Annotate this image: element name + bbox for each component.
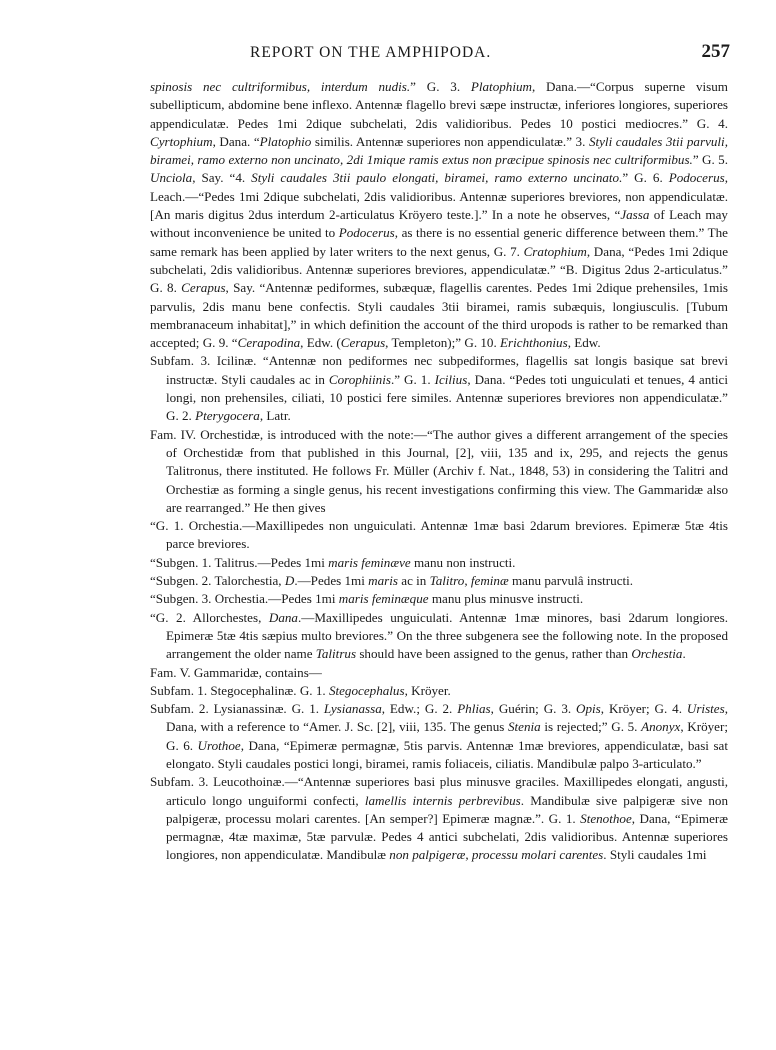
paragraph [150, 773, 728, 864]
text-segment: Fam. V. Gammaridæ, contains— [150, 664, 322, 680]
text-segment: . [682, 646, 686, 662]
italic-text: Unciola [150, 170, 193, 186]
italic-text: Cerapus [181, 280, 226, 296]
italic-text: maris feminæve [328, 554, 411, 570]
text-segment: similis. Antennæ superiores non appendiculatæ.” 3. [311, 133, 589, 149]
paragraph [150, 664, 728, 682]
italic-text: Pterygocera [195, 408, 260, 424]
text-segment: , Kröyer. [404, 682, 451, 698]
paragraph [150, 682, 728, 700]
text-segment: , Dana.—“Corpus superne visum subellipticum, abdomine bene inflexo. Antennæ flagello brevi sæpe instructæ, inferiores longiores, superiores appendiculatæ. Pedes 1mi 2dique subchelati, 2dis validioribus. Pedes 10 postici mediocres.” G. 4. [150, 79, 728, 131]
text-segment: , Say. “4. [192, 170, 252, 186]
italic-text: Uristes [686, 701, 725, 717]
text-segment: , Edw. ( [300, 335, 341, 351]
italic-text: Platophium [470, 79, 532, 94]
paragraph [150, 554, 728, 572]
italic-text: Styli caudales 3tii paulo elongati, biramei, ramo externo uncinato. [251, 170, 623, 186]
text-segment: , Edw.; G. 2. [381, 701, 458, 717]
paragraph [150, 590, 728, 608]
italic-text: Phlias [457, 701, 491, 717]
text-segment: , Dana, with a reference to “Amer. J. Sc. [2], viii, 135. The genus [166, 701, 728, 735]
italic-text: Cratophium [523, 243, 587, 259]
text-segment: “Subgen. 3. Orchestia.—Pedes 1mi [150, 591, 339, 607]
text-segment: , Say. “Antennæ pediformes, subæquæ, flagellis carentes. Pedes 1mi 2dique prehensiles, 1mis parvulis, 2dis manu bene confectis. Styli caudales 3tii biramei, ramis subæquis, longiusculis. [Tubum membranaceum inhabitat],” in which definition the account of the third uropods is rather to be remarked than accepted; G. 9. “ [150, 280, 728, 351]
italic-text: Opis [576, 701, 601, 717]
text-segment: , Leach.—“Pedes 1mi 2dique subchelati, 2dis validioribus. Antennæ superiores breviores, non appendiculatæ. [An maris digitus 2dus interdum 2-articulatus Kröyero teste.].” In a note he observes, “ [150, 170, 729, 223]
text-segment: . Styli caudales 1mi [603, 847, 707, 863]
text-segment: is rejected;” G. 5. [540, 719, 642, 735]
italic-text: Erichthonius [500, 335, 568, 351]
italic-text: D [284, 573, 295, 589]
italic-text: Urothoe [197, 737, 241, 753]
italic-text: Talitrus [315, 646, 357, 662]
text-segment: .—Maxillipedes unguiculati. Antennæ 1mæ minores, basi 2darum longiores. Epimeræ 5tæ 4tis sæpius multo breviores.” On the three subgenera see the following note. In the proposed arrangement the older name [166, 609, 728, 662]
italic-text: feminæ [470, 573, 509, 589]
paragraph [150, 78, 728, 352]
text-segment: , Latr. [259, 408, 291, 424]
paragraph [150, 572, 728, 590]
running-title: REPORT ON THE AMPHIPODA. [250, 44, 492, 61]
text-segment: Fam. IV. Orchestidæ, is introduced with the note:—“The author gives a different arrangement of the species of Orchestidæ from that published in this Journal, [2], viii, 135 and ix, 295, and rejects the genus Talitronus, there instituted. He follows Fr. Müller (Archiv f. Nat., 1848, 53) in considering the Talitri and Orchestiæ as forming a single genus, his recent investigations confirming this view. The Gammaridæ also are rearranged.” He then gives [150, 426, 728, 515]
text-segment: “Subgen. 2. Talorchestia, [150, 573, 285, 589]
italic-text: Cyrtophium [150, 133, 213, 149]
running-head [150, 41, 730, 68]
italic-text: Lysianassa [323, 701, 382, 717]
text-segment: , Templeton);” G. 10. [385, 335, 501, 351]
paragraph [150, 609, 728, 664]
text-segment: Subfam. 3. Icilinæ. “Antennæ non pediformes nec subpediformes, flagellis sat longis basique sat brevi instructæ. Styli caudales ac in [150, 353, 728, 387]
italic-text: Stenothoe [580, 810, 632, 826]
text-segment: manu plus minusve instructi. [428, 591, 584, 607]
text-segment: , Dana. “Pedes toti unguiculati et tenues, 4 antici longi, non prehensiles, ciliati, 10 postici fere similes. Antennæ superiores breviores non appendiculatæ.” G. 2. [166, 371, 728, 424]
text-segment: , as there is no essential generic difference between them.” The same remark has been applied by later writers to the next genus, G. 7. [150, 225, 728, 259]
text-segment: Subfam. 3. Leucothoinæ.—“Antennæ superiores basi plus minusve graciles. Maxillipedes elongati, angusti, articulo longo unguiformi confecti, [150, 774, 728, 808]
paragraph [150, 517, 728, 554]
paragraph [150, 352, 728, 425]
text-segment: “G. 1. Orchestia.—Maxillipedes non unguiculati. Antennæ 1mæ basi 2darum breviores. Epimeræ 5tæ 4tis parce breviores. [150, 518, 728, 552]
italic-text: Jassa [620, 207, 650, 223]
text-segment: . Mandibulæ sive palpigeræ sive non palpigeræ, processu molari carentes. [An semper?] Epimeræ magnæ.”. G. 1. [166, 792, 729, 826]
italic-text: Dana [268, 609, 298, 625]
text-segment: “Subgen. 1. Talitrus.—Pedes 1mi [150, 554, 329, 570]
italic-text: Cerapus [340, 335, 386, 351]
italic-text: maris feminæque [338, 591, 429, 607]
text-segment: , Edw. [567, 335, 601, 351]
italic-text: Styli caudales 3tii parvuli, biramei, ramo externo non uncinato, 2di 1mique ramis extus non præcipue spinosis nec cultriformibus. [150, 133, 728, 168]
text-segment: ” G. 5. [692, 152, 728, 168]
text-segment: manu non instructi. [410, 554, 516, 570]
text-segment: , Kröyer; G. 6. [166, 719, 728, 753]
italic-text: Icilius [434, 371, 468, 387]
italic-text: Stegocephalus [328, 682, 405, 698]
italic-text: Corophiinis [328, 371, 391, 387]
paragraph [150, 700, 728, 773]
text-segment: manu parvulâ instructi. [508, 573, 634, 589]
text-segment: , Dana, “Epimeræ permagnæ, 4tæ maximæ, 5tæ parvulæ. Pedes 4 antici subchelati, 2dis validioribus. Antennæ superiores longiores, non appendiculatæ. Mandibulæ [166, 810, 728, 863]
text-segment: Subfam. 1. Stegocephalinæ. G. 1. [150, 682, 329, 698]
italic-text: maris [368, 573, 398, 589]
italic-text: lamellis internis perbrevibus [364, 792, 521, 808]
italic-text: Cerapodina [237, 335, 301, 351]
italic-text: Anonyx [641, 719, 681, 735]
italic-text: Stenia [507, 719, 541, 735]
text-segment: , [464, 573, 471, 589]
text-segment: , Kröyer; G. 4. [600, 701, 687, 717]
text-segment: ” G. 6. [622, 170, 669, 186]
text-segment: , Guérin; G. 3. [490, 701, 577, 717]
text-segment: Subfam. 2. Lysianassinæ. G. 1. [150, 701, 324, 717]
text-segment: of Leach may without inconvenience be united to [150, 207, 728, 241]
page-number: 257 [701, 41, 730, 62]
italic-text: Podocerus [668, 170, 725, 186]
italic-text: Platophio [259, 133, 312, 149]
text-segment: , Dana. “ [212, 133, 260, 149]
text-segment: should have been assigned to the genus, rather than [356, 646, 632, 662]
text-segment: .” G. 1. [390, 371, 435, 387]
text-segment: ” G. 3. [410, 79, 471, 94]
text-segment: , Dana, “Epimeræ permagnæ, 5tis parvis. Antennæ 1mæ breviores, appendiculatæ, basi sat elongato. Styli caudales postici longi, biramei, ramis foliaceis, ciliatis. Mandibulæ palpo 3-articulato.” [166, 737, 728, 771]
text-segment: .—Pedes 1mi [294, 573, 369, 589]
italic-text: Orchestia [631, 646, 683, 662]
italic-text: spinosis nec cultriformibus, interdum nudis. [150, 79, 411, 94]
body-text [150, 78, 728, 865]
italic-text: non palpigeræ, processu molari carentes [389, 847, 604, 863]
paragraph [150, 426, 728, 517]
text-segment: “G. 2. Allorchestes, [150, 609, 269, 625]
italic-text: Podocerus [338, 225, 395, 241]
text-segment: , Dana, “Pedes 1mi 2dique subchelati, 2dis validioribus. Antennæ superiores breviores, appendiculatæ.” “B. Digitus 2dus 2-articulatus.” G. 8. [150, 243, 729, 296]
text-segment: ac in [398, 573, 430, 589]
italic-text: Talitro [429, 573, 465, 589]
